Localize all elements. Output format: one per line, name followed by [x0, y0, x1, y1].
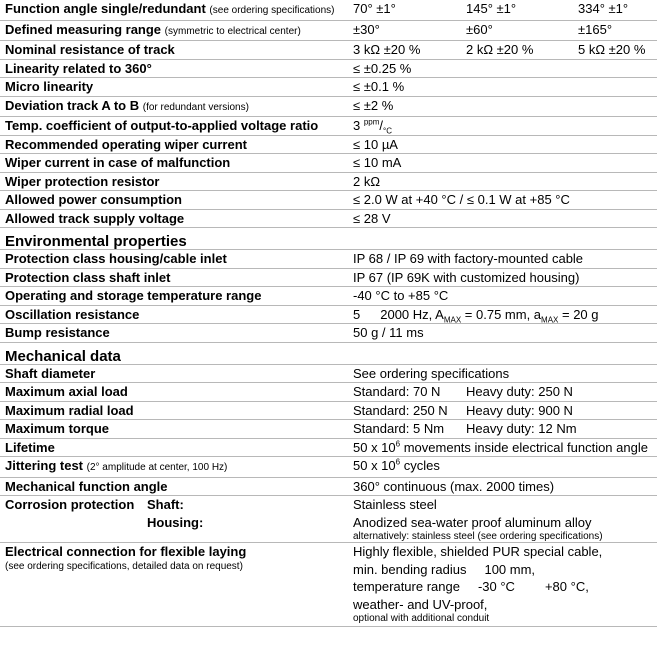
- heavy-duty-value: Heavy duty: 12 Nm: [466, 421, 577, 436]
- row-label: Recommended operating wiper current: [0, 135, 348, 154]
- corrosion-label: Corrosion protection: [5, 497, 135, 512]
- table-row: [0, 209, 657, 228]
- row-label: Defined measuring range: [5, 21, 162, 37]
- row-value: ≤ ±0.1 %: [348, 78, 657, 97]
- value-col2: 2 kΩ ±20 %: [466, 42, 534, 57]
- row-note: (see ordering specifications): [209, 5, 335, 16]
- row-value: 360° continuous (max. 2000 times): [348, 477, 657, 496]
- heavy-duty-value: Heavy duty: 250 N: [466, 384, 573, 399]
- mechanical-table: [0, 365, 657, 628]
- table-row: [0, 287, 657, 306]
- row-value: IP 68 / IP 69 with factory-mounted cable: [348, 250, 657, 268]
- table-row: [0, 135, 657, 154]
- row-label: Maximum torque: [0, 420, 348, 439]
- row-label: Deviation track A to B: [5, 97, 140, 113]
- row-label: Allowed power consumption: [0, 191, 348, 210]
- table-row: [0, 401, 657, 420]
- value-col1: ±30°: [353, 21, 380, 37]
- row-value: ≤ ±0.25 %: [348, 59, 657, 78]
- table-row: [0, 59, 657, 78]
- cable-line-2: min. bending radius 100 mm,: [353, 561, 536, 577]
- row-value: ≤ 10 µA: [348, 135, 657, 154]
- housing-label: Housing:: [147, 514, 204, 530]
- row-label: Jittering test: [5, 458, 84, 473]
- table-row: [0, 268, 657, 287]
- standard-value: Standard: 250 N: [353, 402, 448, 418]
- cable-line-3: temperature range -30 °C +80 °C,: [353, 579, 589, 594]
- heavy-duty-value: Heavy duty: 900 N: [466, 402, 573, 418]
- row-label: Wiper protection resistor: [0, 172, 348, 191]
- value-334deg: 334° ±1°: [578, 1, 629, 16]
- shaft-label: Shaft:: [147, 497, 184, 512]
- row-value: IP 67 (IP 69K with customized housing): [348, 268, 657, 287]
- cable-line-1: Highly flexible, shielded PUR special cable,: [353, 544, 603, 559]
- row-label: Protection class shaft inlet: [0, 268, 348, 287]
- table-row: [0, 324, 657, 343]
- row-value: ≤ ±2 %: [348, 96, 657, 117]
- electrical-connection-note: (see ordering specifications, detailed data on request): [5, 560, 243, 572]
- value-145deg: 145° ±1°: [466, 1, 517, 16]
- row-label: Protection class housing/cable inlet: [0, 250, 348, 268]
- row-note: (symmetric to electrical center): [164, 25, 301, 37]
- environmental-table: [0, 250, 657, 343]
- row-note: (2° amplitude at center, 100 Hz): [86, 462, 228, 473]
- standard-value: Standard: 70 N: [353, 384, 441, 399]
- row-label: Operating and storage temperature range: [0, 287, 348, 306]
- section-title-mechanical: Mechanical data: [0, 343, 657, 365]
- row-value: ≤ 10 mA: [348, 154, 657, 173]
- row-value: See ordering specifications: [348, 365, 657, 383]
- row-label: Function angle single/redundant: [5, 1, 206, 16]
- row-label: Temp. coefficient of output-to-applied voltage ratio: [0, 117, 348, 136]
- row-value: ≤ 28 V: [348, 209, 657, 228]
- cable-line-5: optional with additional conduit: [353, 613, 490, 624]
- table-row: [0, 20, 657, 41]
- row-note: (for redundant versions): [142, 101, 249, 113]
- value-col2: ±60°: [466, 21, 493, 37]
- row-label: Wiper current in case of malfunction: [0, 154, 348, 173]
- row-label: Allowed track supply voltage: [0, 209, 348, 228]
- row-value: 5 2000 Hz, $A_{MAX} = 0.75$ mm, $a_{MAX} = 20$ g: [348, 305, 657, 324]
- table-row: [0, 383, 657, 402]
- housing-value: Anodized sea-water proof aluminum alloy: [353, 514, 592, 530]
- row-value: 50 x $10^6$ cycles: [348, 457, 657, 478]
- table-row: [0, 420, 657, 439]
- row-label: Linearity related to 360°: [0, 59, 348, 78]
- row-label: Nominal resistance of track: [0, 41, 348, 60]
- table-row-corrosion: [0, 496, 657, 543]
- table-row: [0, 172, 657, 191]
- row-label: Bump resistance: [0, 324, 348, 343]
- standard-value: Standard: 5 Nm: [353, 421, 445, 436]
- table-row: [0, 0, 657, 20]
- cable-line-4: weather- and UV-proof,: [353, 596, 488, 612]
- value-col3: ±165°: [578, 21, 613, 37]
- table-row: [0, 96, 657, 117]
- table-row: [0, 438, 657, 457]
- row-value: 50 x $10^6$ movements inside electrical function angle: [348, 438, 657, 457]
- row-label: Maximum axial load: [0, 383, 348, 402]
- row-label: Maximum radial load: [0, 401, 348, 420]
- electrical-table: [0, 0, 657, 228]
- shaft-value: Stainless steel: [353, 497, 437, 512]
- electrical-connection-label: Electrical connection for flexible laying: [5, 544, 247, 559]
- value-70deg: 70° ±1°: [353, 1, 396, 16]
- row-label: Micro linearity: [0, 78, 348, 97]
- row-value: 2 kΩ: [348, 172, 657, 191]
- row-value: ≤ 2.0 W at +40 °C / ≤ 0.1 W at +85 °C: [348, 191, 657, 210]
- value-col1: 3 kΩ ±20 %: [353, 42, 421, 57]
- table-row: [0, 41, 657, 60]
- row-label: Mechanical function angle: [0, 477, 348, 496]
- table-row: [0, 305, 657, 324]
- row-label: Lifetime: [0, 438, 348, 457]
- table-row: [0, 457, 657, 478]
- row-value: 50 g / 11 ms: [348, 324, 657, 343]
- table-row: [0, 250, 657, 268]
- row-value: -40 °C to +85 °C: [348, 287, 657, 306]
- row-label: Oscillation resistance: [0, 305, 348, 324]
- table-row: [0, 191, 657, 210]
- housing-alt-note: alternatively: stainless steel (see ordering specifications): [353, 531, 603, 542]
- table-row-electrical-connection: [0, 543, 657, 627]
- table-row: [0, 78, 657, 97]
- row-value: 3 $^{ppm}/_{^\circ C}$: [348, 117, 657, 136]
- table-row: [0, 117, 657, 136]
- table-row: [0, 365, 657, 383]
- table-row: [0, 477, 657, 496]
- row-label: Shaft diameter: [0, 365, 348, 383]
- table-row: [0, 154, 657, 173]
- value-col3: 5 kΩ ±20 %: [578, 42, 646, 57]
- section-title-environmental: Environmental properties: [0, 228, 657, 250]
